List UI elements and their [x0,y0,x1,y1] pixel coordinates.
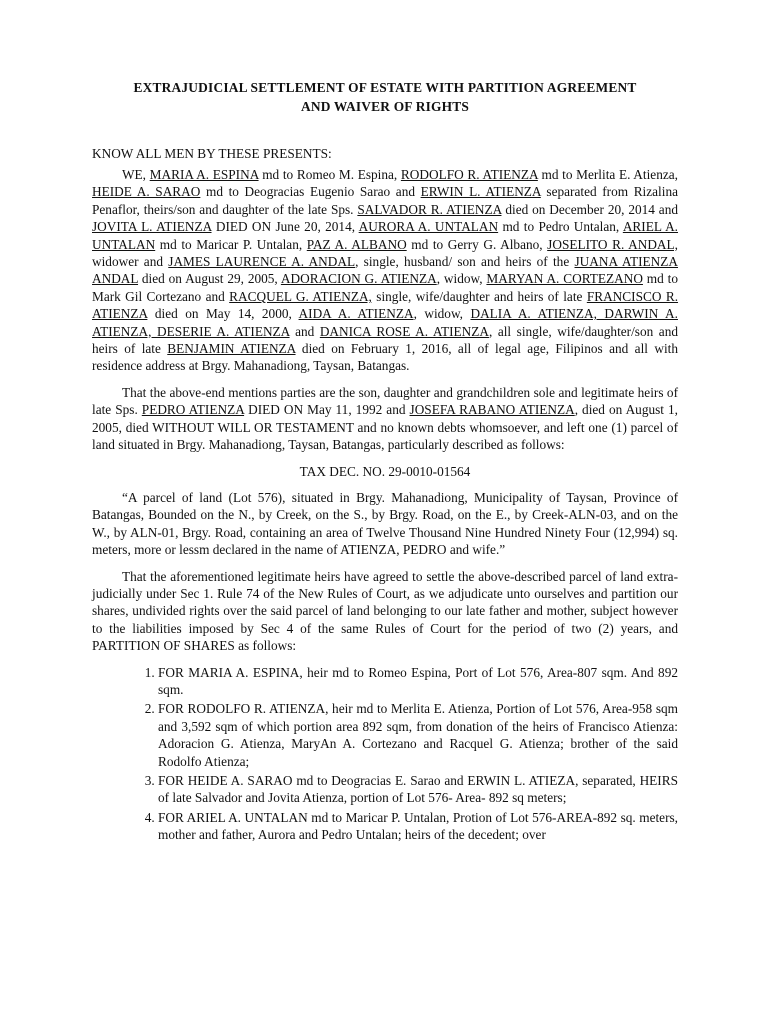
party-name: SALVADOR R. ATIENZA [357,201,502,217]
title-line-2: AND WAIVER OF RIGHTS [300,99,470,114]
party-name: DANICA ROSE A. ATIENZA [319,323,489,339]
party-name: ADORACION G. ATIENZA [280,271,437,287]
know-all-men-heading: KNOW ALL MEN BY THESE PRESENTS: [92,146,332,161]
list-item: 2. FOR RODOLFO R. ATIENZA, heir md to Merlita E. Atienza, Portion of Lot 576, Area-958 sqm and 3,592 sqm of which portion area 892 sqm, from donation of the heirs of Francisco Atienza: Adoracion G. Atienza, MaryAn A. Cortezano and Racquel G. Atienza; brother of the said Rodolfo Atienza; [158,700,678,770]
list-item: 1. FOR MARIA A. ESPINA, heir md to Romeo Espina, Port of Lot 576, Area-807 sqm. And 892 sqm. [158,664,678,699]
party-name: JAMES LAURENCE A. ANDAL [168,254,356,270]
settlement-paragraph: That the aforementioned legitimate heirs have agreed to settle the above-described parcel of land extra-judicially under Sec 1. Rule 74 of the New Rules of Court, as we adjudicate unto ourselves and partition our shares, undivided rights over the said parcel of land belonging to our late father and mother, subject however to the liabilities imposed by Sec 4 of the same Rules of Court for the period of two (2) years, and PARTITION OF SHARES as follows: [92,568,678,654]
heirs-paragraph: That the above-end mentions parties are the son, daughter and grandchildren sole and legitimate heirs of late Sps. PEDRO ATIENZA DIED ON May 11, 1992 and JOSEFA RABANO ATIENZA, died on August 1, 2005, died WITHOUT WILL OR TESTAMENT and no known debts whomsoever, and left one (1) parcel of land situated in Brgy. Mahanadiong, Taysan, Batangas, particularly described as follows: [92,384,678,453]
party-name: RACQUEL G. ATIENZA, [229,288,372,304]
tax-declaration-number: TAX DEC. NO. 29-0010-01564 [299,463,471,479]
party-name: HEIDE A. SARAO [92,184,201,200]
party-name: ARIEL A. UNTALAN [92,219,679,252]
party-name: AIDA A. ATIENZA [298,306,414,322]
party-name: PAZ A. ALBANO [306,236,407,252]
decedent-name: PEDRO ATIENZA [141,402,245,418]
party-name: MARYAN A. CORTEZANO [486,271,643,287]
decedent-name: JOSEFA RABANO ATIENZA [409,402,575,418]
party-name: RODOLFO R. ATIENZA [400,167,538,182]
party-name: FRANCISCO R. ATIENZA [92,288,679,322]
list-item: 4. FOR ARIEL A. UNTALAN md to Maricar P. Untalan, Protion of Lot 576-AREA-892 sq. meters, mother and father, Aurora and Pedro Untalan; heirs of the decedent; over [158,809,678,844]
party-name: AURORA A. UNTALAN [358,219,499,235]
party-name: MARIA A. ESPINA [149,167,259,182]
party-name: DALIA A. ATIENZA, DARWIN A. ATIENZA, DESERIE A. ATIENZA [92,306,678,339]
partition-shares-list [92,664,678,844]
party-name: JOSELITO R. ANDAL, [547,236,678,252]
document-body [92,166,678,846]
title-line-1: EXTRAJUDICIAL SETTLEMENT OF ESTATE WITH PARTITION AGREEMENT [133,80,637,95]
party-name: ERWIN L. ATIENZA [420,184,541,200]
party-name: JOVITA L. ATIENZA [92,219,212,235]
party-name: JUANA ATIENZA ANDAL [92,254,679,287]
parties-paragraph: WE, MARIA A. ESPINA md to Romeo M. Espina, RODOLFO R. ATIENZA md to Merlita E. Atienza, HEIDE A. SARAO md to Deogracias Eugenio Sarao and ERWIN L. ATIENZA separated from Rizalina Penaflor, theirs/son and daughter of the late Sps. SALVADOR R. ATIENZA died on December 20, 2014 and JOVITA L. ATIENZA DIED ON June 20, 2014, AURORA A. UNTALAN md to Pedro Untalan, ARIEL A. UNTALAN md to Maricar P. Untalan, PAZ A. ALBANO md to Gerry G. Albano, JOSELITO R. ANDAL, widower and JAMES LAURENCE A. ANDAL, single, husband/ son and heirs of the JUANA ATIENZA ANDAL died on August 29, 2005, ADORACION G. ATIENZA, widow, MARYAN A. CORTEZANO md to Mark Gil Cortezano and RACQUEL G. ATIENZA, single, wife/daughter and heirs of late FRANCISCO R. ATIENZA died on May 14, 2000, AIDA A. ATIENZA, widow, DALIA A. ATIENZA, DARWIN A. ATIENZA, DESERIE A. ATIENZA and DANICA ROSE A. ATIENZA, all single, wife/daughter/son and heirs of late BENJAMIN ATIENZA died on February 1, 2016, all of legal age, Filipinos and all with residence address at Brgy. Mahanadiong, Taysan, Batangas. [92,167,679,374]
party-name: BENJAMIN ATIENZA [167,341,296,357]
land-description-paragraph: “A parcel of land (Lot 576), situated in Brgy. Mahanadiong, Municipality of Taysan, Province of Batangas, Bounded on the N., by Creek, on the S., by Brgy. Road, on the E., by Creek-ALN-03, and on the W., by ALN-01, Brgy. Road, containing an area of Twelve Thousand Nine Hundred Ninety Four (12,994) sq. meters, more or lessm declared in the name of ATIENZA, PEDRO and wife.” [92,489,678,558]
list-item: 3. FOR HEIDE A. SARAO md to Deogracias E. Sarao and ERWIN L. ATIEZA, separated, HEIRS of late Salvador and Jovita Atienza, portion of Lot 576- Area- 892 sq meters; [158,772,678,807]
document-title [92,78,678,116]
